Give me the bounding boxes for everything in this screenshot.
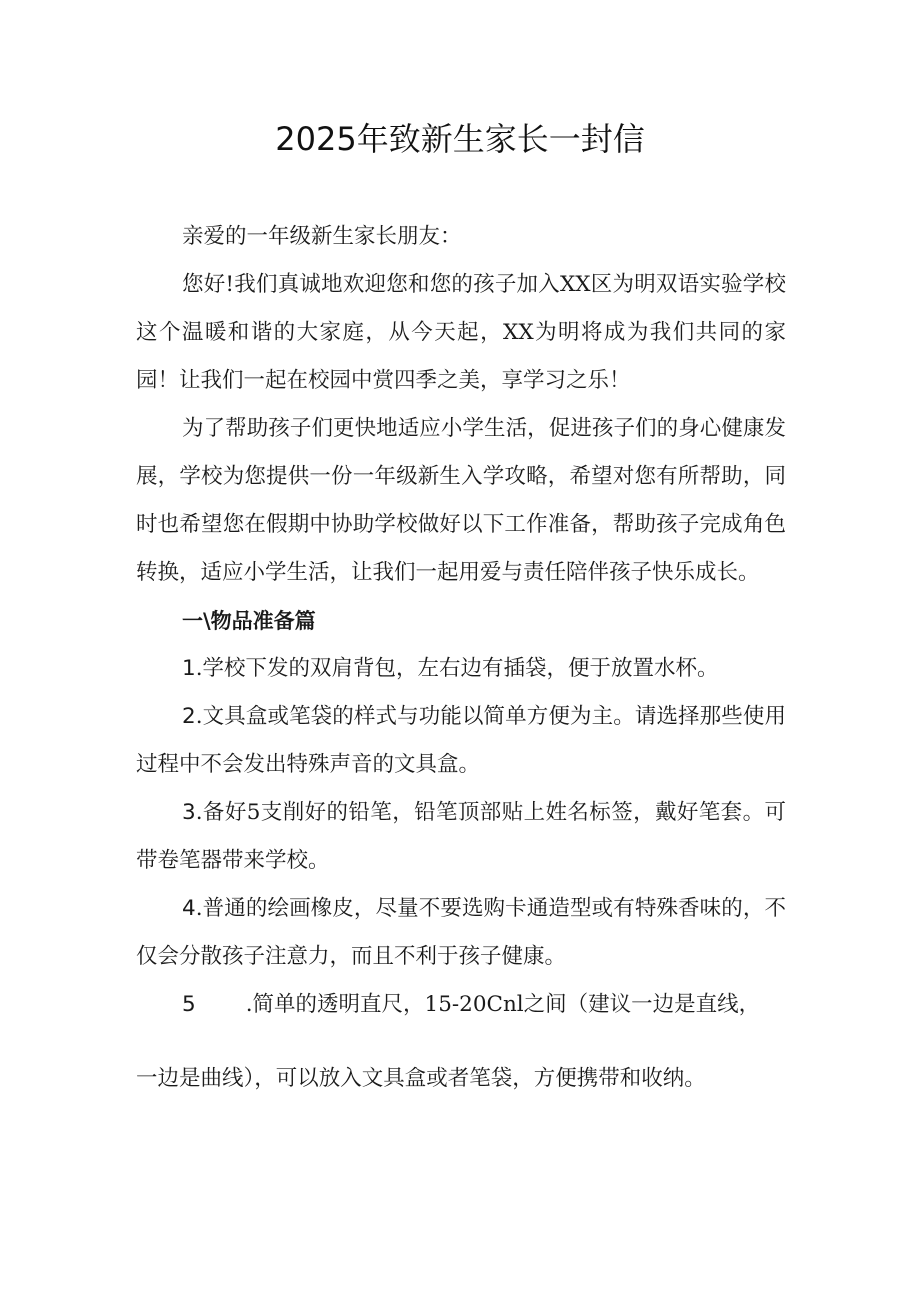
item-text: .简单的透明直尺，15-20Cnl之间（建议一边是直线， (245, 992, 761, 1017)
item-text: .普通的绘画橡皮，尽量不要选购卡通造型或有特殊香味的，不仅会分散孩子注意力，而且不利于孩子健康。 (136, 896, 786, 969)
item-number: 5 (182, 992, 196, 1017)
item-number: 3 (182, 800, 196, 825)
item-number: 4 (182, 896, 196, 921)
list-item-continuation: 一边是曲线），可以放入文具盒或者笔袋，方便携带和收纳。 (136, 1066, 706, 1091)
item-number: 1 (182, 656, 196, 681)
item-text: .备好5支削好的铅笔，铅笔顶部贴上姓名标签，戴好笔套。可带卷笔器带来学校。 (136, 800, 786, 873)
list-item (136, 981, 786, 1029)
item-text: .学校下发的双肩背包，左右边有插袋，便于放置水杯。 (195, 656, 719, 681)
greeting-paragraph: 亲爱的一年级新生家长朋友： (182, 224, 462, 249)
purpose-paragraph: 为了帮助孩子们更快地适应小学生活，促进孩子们的身心健康发展，学校为您提供一份一年级新生入学攻略，希望对您有所帮助，同时也希望您在假期中协助学校做好以下工作准备，帮助孩子完成角色转换，适应小学生活，让我们一起用爱与责任陪伴孩子快乐成长。 (136, 416, 786, 585)
list-item (136, 885, 786, 981)
item-text: .文具盒或笔袋的样式与功能以简单方便为主。请选择那些使用过程中不会发出特殊声音的文具盒。 (136, 704, 786, 777)
letter-body (136, 213, 786, 1103)
list-item (136, 693, 786, 789)
intro-paragraph: 您好!我们真诚地欢迎您和您的孩子加入XX区为明双语实验学校这个温暖和谐的大家庭，从今天起，XX为明将成为我们共同的家园！让我们一起在校园中赏四季之美，享学习之乐！ (136, 272, 786, 393)
section-heading-supplies: 一\物品准备篇 (182, 609, 316, 633)
list-item (136, 645, 786, 693)
item-number: 2 (182, 704, 196, 729)
list-item (136, 789, 786, 885)
document-title: 2025年致新生家长一封信 (275, 120, 645, 158)
